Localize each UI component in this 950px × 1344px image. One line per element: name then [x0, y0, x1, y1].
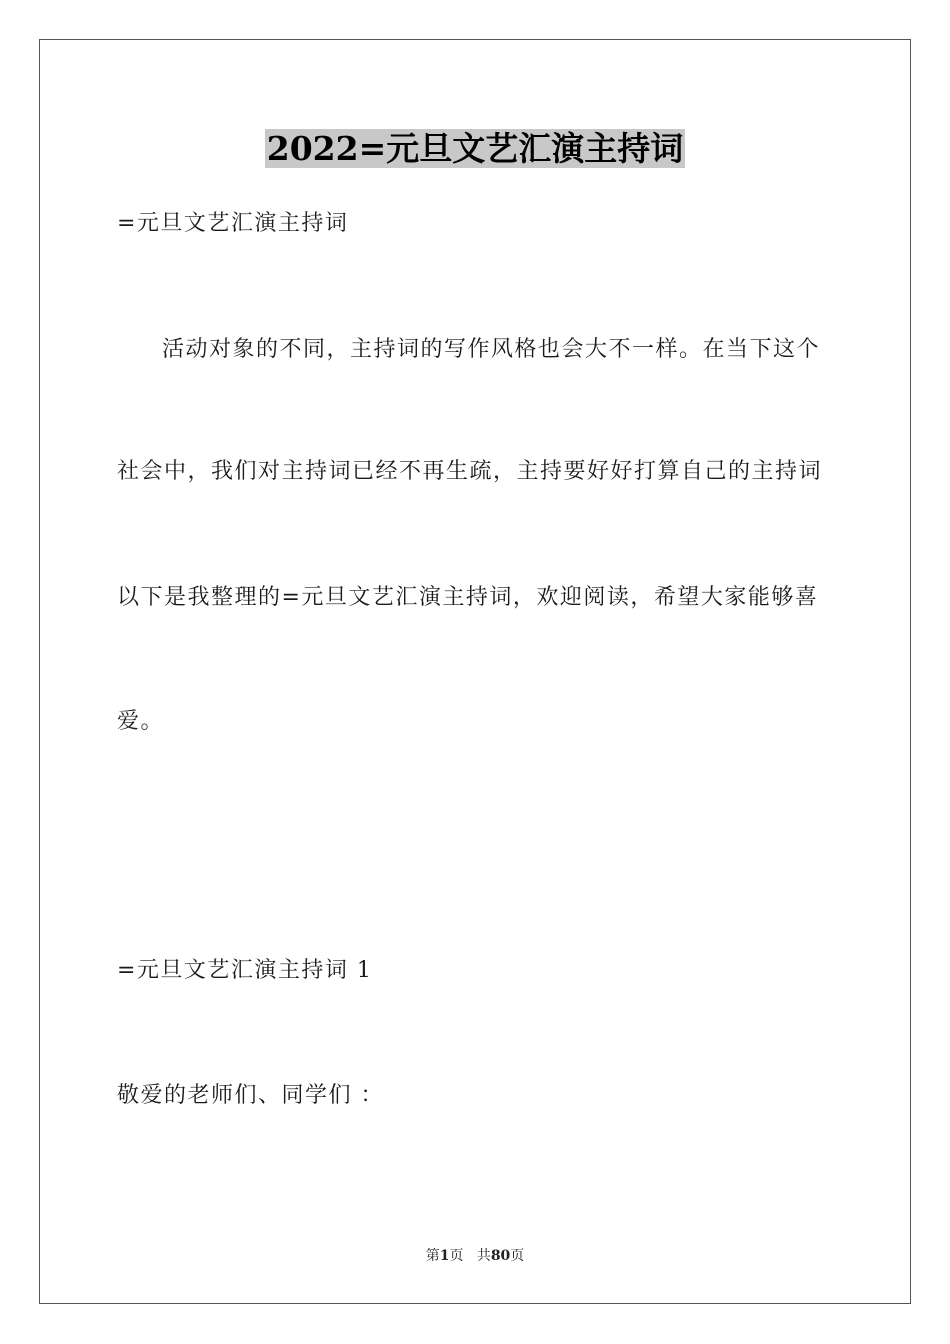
footer-page-unit: 页	[449, 1248, 464, 1264]
page-footer	[0, 1246, 950, 1266]
footer-page-number: 1	[439, 1248, 450, 1264]
intro-line-3: 以下是我整理的=元旦文艺汇演主持词，欢迎阅读，希望大家能够喜	[117, 585, 819, 610]
document-title-text: 2022=元旦文艺汇演主持词	[266, 129, 684, 168]
greeting-line: 敬爱的老师们、同学们 ：	[117, 1083, 384, 1108]
section-heading: =元旦文艺汇演主持词 1	[117, 958, 373, 983]
footer-total-prefix: 共	[476, 1248, 491, 1264]
document-subtitle: =元旦文艺汇演主持词	[117, 211, 349, 236]
intro-line-1: 活动对象的不同，主持词的写作风格也会大不一样。在当下这个	[162, 337, 821, 362]
intro-line-4: 爱。	[117, 709, 165, 734]
footer-page-prefix: 第	[425, 1248, 440, 1264]
intro-line-2: 社会中，我们对主持词已经不再生疏，主持要好好打算自己的主持词	[117, 459, 823, 484]
footer-total-unit: 页	[510, 1248, 525, 1264]
document-title	[0, 126, 950, 172]
footer-total-pages: 80	[490, 1248, 511, 1264]
